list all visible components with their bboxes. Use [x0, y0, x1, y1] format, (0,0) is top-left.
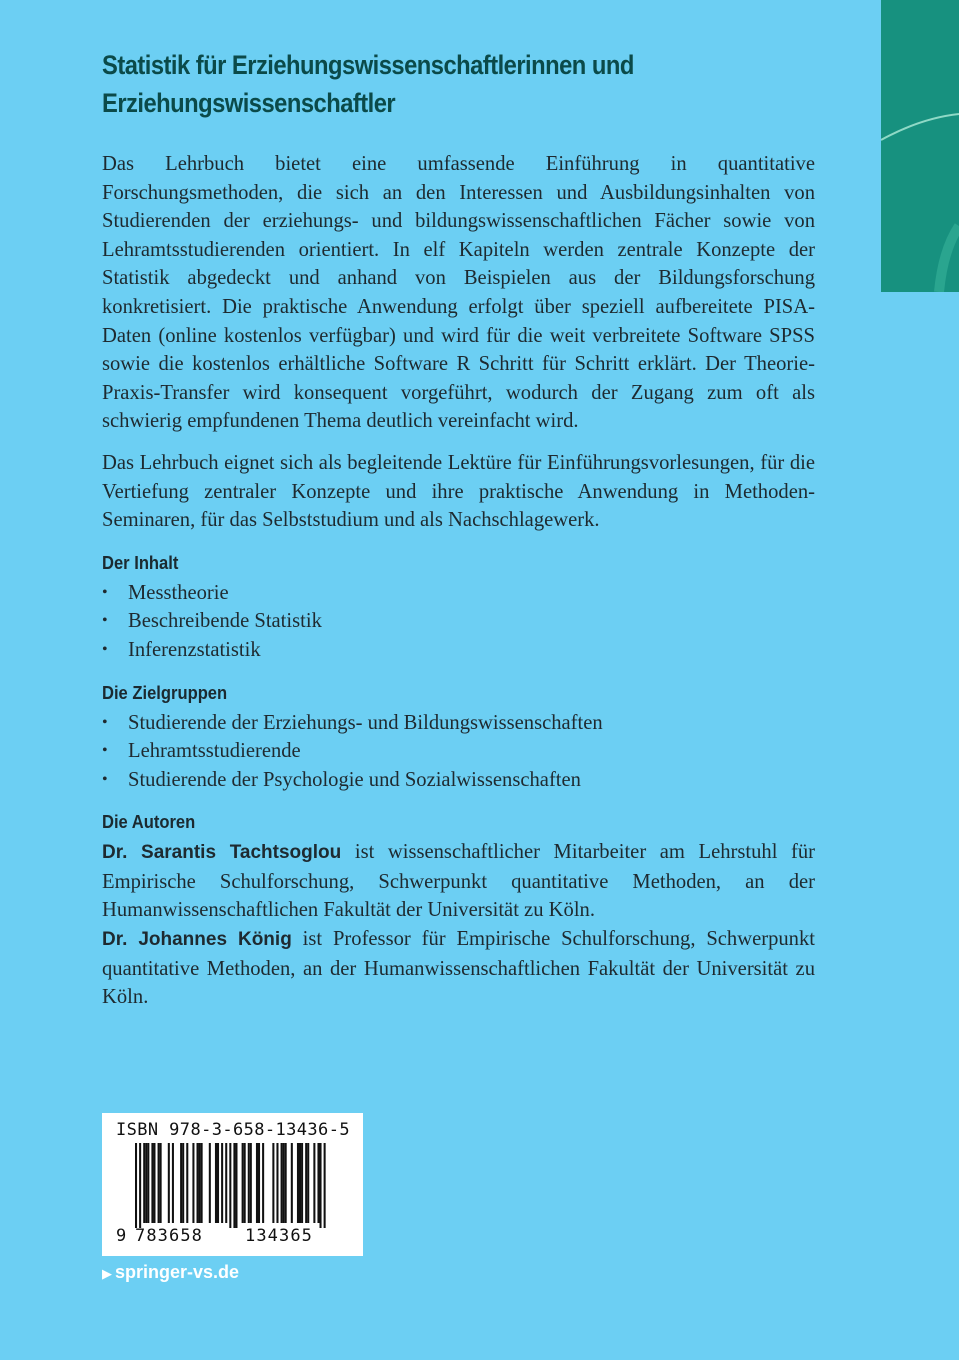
barcode-bar: [151, 1143, 153, 1223]
inhalt-heading: Der Inhalt: [102, 552, 179, 573]
barcode-bar: [229, 1143, 231, 1228]
author-1-bio: ist wissenschaftlicher Mitarbeiter am Lehrstuhl für Empirische Schulforschung, Schwerpunkt quantitative Methoden, an der Humanwissenschaftlichen Fakultät der Universität zu Köln.: [102, 841, 815, 922]
list-item: • Inferenzstatistik: [102, 636, 815, 665]
list-item: • Beschreibende Statistik: [102, 607, 815, 636]
list-item: • Studierende der Erziehungs- und Bildungswissenschaften: [102, 709, 815, 738]
isbn-barcode-box: [102, 1113, 363, 1256]
barcode-bar: [313, 1143, 315, 1223]
barcode-bar: [317, 1143, 319, 1223]
barcode-bar: [256, 1143, 258, 1223]
barcode-bar: [217, 1143, 219, 1223]
list-item: • Messtheorie: [102, 579, 815, 608]
barcode-bar: [225, 1143, 227, 1223]
autoren-heading: Die Autoren: [102, 812, 196, 833]
barcode-bar: [262, 1143, 264, 1223]
barcode-bar: [301, 1143, 303, 1223]
list-item: • Studierende der Psychologie und Sozialwissenschaften: [102, 766, 815, 795]
barcode-bar: [285, 1143, 287, 1223]
barcode-bar: [145, 1143, 147, 1223]
zielgruppen-list: [102, 709, 815, 795]
barcode-bar: [221, 1143, 223, 1223]
barcode-bar: [160, 1143, 162, 1223]
barcode-bar: [248, 1143, 250, 1223]
back-cover-content: [102, 46, 815, 1012]
barcode-bar: [305, 1143, 307, 1223]
barcode-bar: [258, 1143, 260, 1223]
barcode-bar: [283, 1143, 285, 1223]
zielgruppen-heading: Die Zielgruppen: [102, 682, 228, 703]
barcode-bar: [135, 1143, 137, 1228]
barcode-bar: [215, 1143, 217, 1223]
barcode-bar: [250, 1143, 252, 1223]
barcode-bar: [276, 1143, 278, 1223]
bullet-icon: •: [102, 612, 108, 630]
isbn-label: ISBN 978-3-658-13436-5: [116, 1120, 350, 1140]
book-title: Statistik für Erziehungswissenschaftlerinnen und Erziehungswissenschaftler: [102, 50, 634, 118]
bullet-icon: •: [102, 583, 108, 601]
inhalt-list: [102, 579, 815, 665]
barcode-bar: [168, 1143, 170, 1223]
description-paragraph-2: Das Lehrbuch eignet sich als begleitende Lektüre für Einführungsvorlesungen, für die Vertiefung zentraler Konzepte und ihre praktische Anwendung in Methoden-Seminaren, für das Selbststudium und als Nachschlagewerk.: [102, 451, 815, 532]
author-2-entry: [102, 925, 815, 1012]
author-2-bio: ist Professor für Empirische Schulforschung, Schwerpunkt quantitative Methoden, an der Humanwissenschaftlichen Fakultät der Universität zu Köln.: [102, 928, 815, 1009]
isbn-digits-right: 134365: [245, 1226, 314, 1246]
spine-accent-block: [881, 0, 959, 292]
publisher-link[interactable]: [102, 1262, 239, 1283]
barcode-bar: [307, 1143, 309, 1223]
barcode-bar: [197, 1143, 199, 1223]
authors-section: [102, 838, 815, 1012]
bullet-icon: •: [102, 640, 108, 658]
isbn-digit-first: 9: [116, 1226, 127, 1246]
barcode-bar: [139, 1143, 141, 1228]
bullet-icon: •: [102, 742, 108, 760]
barcode-bar: [180, 1143, 182, 1223]
barcode-bar: [272, 1143, 274, 1223]
barcode-bar: [242, 1143, 244, 1223]
barcode-bar: [235, 1143, 237, 1228]
barcode-bar: [182, 1143, 184, 1223]
barcode-bar: [172, 1143, 174, 1223]
barcode-bar: [158, 1143, 160, 1223]
barcode-bar: [199, 1143, 201, 1223]
barcode-bar: [186, 1143, 188, 1223]
barcode-bar: [281, 1143, 283, 1223]
barcode-bar: [201, 1143, 203, 1223]
barcode-bar: [297, 1143, 299, 1223]
publisher-url: springer-vs.de: [115, 1262, 240, 1282]
barcode-bar: [192, 1143, 194, 1223]
author-1-name: Dr. Sarantis Tachtsoglou: [102, 842, 342, 864]
play-arrow-icon: ▶: [102, 1266, 112, 1281]
barcode-bar: [320, 1143, 322, 1228]
list-item: • Lehramtsstudierende: [102, 737, 815, 766]
barcode-bar: [299, 1143, 301, 1223]
barcode-bar: [324, 1143, 326, 1228]
barcode-bar: [143, 1143, 145, 1223]
barcode-bar: [153, 1143, 155, 1223]
bullet-icon: •: [102, 770, 108, 788]
barcode-bar: [209, 1143, 211, 1223]
spine-curve-graphic: [881, 0, 959, 292]
barcode-graphic: [102, 1143, 363, 1228]
barcode-bar: [244, 1143, 246, 1223]
bullet-icon: •: [102, 713, 108, 731]
description-paragraph-1: Das Lehrbuch bietet eine umfassende Einführung in quantitative Forschungsmethoden, die sich an den Interessen und Ausbildungsinhalten von Studierenden der erziehungs- und bildungswissenschaftlichen Fächer sowie von Lehramtsstudierenden orientiert. In elf Kapiteln werden zentrale Konzepte der Statistik abgedeckt und anhand von Beispielen aus der Bildungsforschung konkretisiert. Die praktische Anwendung erfolgt über speziell aufbereitete PISA-Daten (online kostenlos verfügbar) und wird für die weit verbreitete Software SPSS sowie die kostenlos erhältliche Software R Schritt für Schritt erklärt. Der Theorie-Praxis-Transfer wird konsequent vorgeführt, wodurch der Zugang zum oft als schwierig empfundenen Thema deutlich vereinfacht wird.: [102, 153, 815, 433]
author-1-entry: [102, 838, 815, 925]
isbn-digits-left: 783658: [135, 1226, 204, 1246]
barcode-bar: [147, 1143, 149, 1223]
author-2-name: Dr. Johannes König: [102, 929, 292, 951]
barcode-bar: [291, 1143, 293, 1223]
barcode-bar: [233, 1143, 235, 1228]
